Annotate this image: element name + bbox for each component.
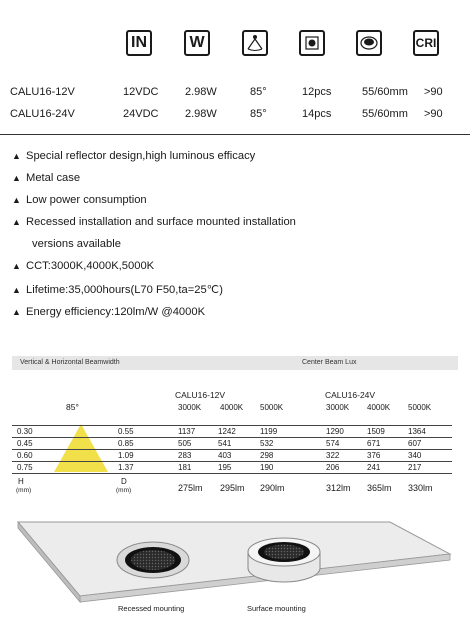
feature-item	[12, 260, 154, 272]
h-value: 0.30	[17, 427, 33, 436]
in-icon-label: IN	[131, 34, 147, 51]
h-value: 0.75	[17, 463, 33, 472]
triangle-bullet-icon: ▲	[12, 285, 21, 295]
lux-cell: 298	[260, 451, 274, 460]
group-model-12v: CALU16-12V	[175, 390, 226, 400]
spec-power: 2.98W	[185, 86, 217, 98]
spec-size: 55/60mm	[362, 108, 408, 120]
cct-header: 4000K	[367, 403, 391, 412]
d-value: 0.55	[118, 427, 134, 436]
lux-cell: 1137	[178, 427, 196, 436]
lux-cell: 283	[178, 451, 192, 460]
cct-header: 3000K	[178, 403, 202, 412]
w-icon	[184, 30, 210, 56]
h-value: 0.45	[17, 439, 33, 448]
feature-text: Recessed installation and surface mounted installation	[26, 216, 296, 228]
spec-voltage: 12VDC	[123, 86, 159, 98]
feature-item	[32, 238, 121, 250]
lux-cell: 532	[260, 439, 274, 448]
feature-text: versions available	[32, 238, 121, 250]
spec-voltage: 24VDC	[123, 108, 159, 120]
spec-power: 2.98W	[185, 108, 217, 120]
d-value: 1.37	[118, 463, 134, 472]
feature-item	[12, 194, 147, 206]
lux-cell: 671	[367, 439, 381, 448]
spec-qty: 12pcs	[302, 86, 332, 98]
d-axis-label: D	[121, 477, 127, 486]
lux-cell: 241	[367, 463, 381, 472]
triangle-bullet-icon: ▲	[12, 217, 21, 227]
lux-cell: 574	[326, 439, 340, 448]
group-model-24v: CALU16-24V	[325, 390, 376, 400]
lux-cell: 195	[218, 463, 232, 472]
divider-top	[0, 134, 470, 135]
triangle-bullet-icon: ▲	[12, 261, 21, 271]
cct-header: 5000K	[260, 403, 284, 412]
triangle-bullet-icon: ▲	[12, 307, 21, 317]
spec-cri: >90	[424, 108, 443, 120]
lux-cell: 607	[408, 439, 422, 448]
spec-angle: 85°	[250, 86, 267, 98]
table-line	[12, 437, 452, 438]
lux-cell: 541	[218, 439, 232, 448]
lux-cell: 206	[326, 463, 340, 472]
d-value: 0.85	[118, 439, 134, 448]
feature-text: Metal case	[26, 172, 81, 184]
beam-triangle	[50, 420, 112, 474]
recessed-caption: Recessed mounting	[118, 604, 185, 613]
d-value: 1.09	[118, 451, 134, 460]
feature-item	[12, 283, 223, 296]
lumen-value: 295lm	[220, 483, 245, 493]
h-axis-label: H	[18, 477, 24, 486]
feature-text: Low power consumption	[26, 194, 147, 206]
feature-text: Special reflector design,high luminous efficacy	[26, 150, 256, 162]
lumen-value: 312lm	[326, 483, 351, 493]
photometric-header	[12, 356, 458, 370]
lux-cell: 1364	[408, 427, 426, 436]
feature-text: CCT:3000K,4000K,5000K	[26, 260, 155, 272]
lux-cell: 322	[326, 451, 340, 460]
feature-item	[12, 306, 205, 318]
lux-cell: 1199	[260, 427, 278, 436]
lux-cell: 1290	[326, 427, 344, 436]
feature-item	[12, 172, 80, 184]
cri-icon	[413, 30, 439, 56]
feature-item	[12, 150, 255, 162]
table-line	[12, 449, 452, 450]
lux-cell: 217	[408, 463, 422, 472]
lux-cell: 1242	[218, 427, 236, 436]
lumen-value: 330lm	[408, 483, 433, 493]
led-chip-icon	[299, 30, 325, 56]
w-icon-label: W	[189, 34, 205, 51]
spec-size: 55/60mm	[362, 86, 408, 98]
feature-item	[12, 216, 296, 228]
d-unit-label: (mm)	[116, 487, 132, 494]
lux-cell: 340	[408, 451, 422, 460]
lux-cell: 505	[178, 439, 192, 448]
h-unit-label: (mm)	[16, 487, 32, 494]
spec-cri: >90	[424, 86, 443, 98]
table-line	[12, 461, 452, 462]
feature-text: Lifetime:35,000hours(L70 F50,ta=25℃)	[26, 284, 223, 296]
lumen-value: 290lm	[260, 483, 285, 493]
cct-header: 3000K	[326, 403, 350, 412]
spec-angle: 85°	[250, 108, 267, 120]
spec-model: CALU16-12V	[10, 86, 75, 98]
spec-model: CALU16-24V	[10, 108, 75, 120]
lux-cell: 181	[178, 463, 192, 472]
lux-cell: 376	[367, 451, 381, 460]
lumen-value: 365lm	[367, 483, 392, 493]
lux-cell: 190	[260, 463, 274, 472]
triangle-bullet-icon: ▲	[12, 173, 21, 183]
product-illustration	[10, 508, 460, 608]
h-value: 0.60	[17, 451, 33, 460]
lux-header: Center Beam Lux	[302, 359, 357, 366]
feature-text: Energy efficiency:120lm/W @4000K	[26, 306, 206, 318]
beam-angle-icon	[242, 30, 268, 56]
cct-header: 4000K	[220, 403, 244, 412]
triangle-bullet-icon: ▲	[12, 151, 21, 161]
lux-cell: 1509	[367, 427, 385, 436]
table-line	[12, 473, 452, 474]
lumen-value: 275lm	[178, 483, 203, 493]
in-icon	[126, 30, 152, 56]
beamwidth-header: Vertical & Horizontal Beamwidth	[20, 359, 120, 366]
lux-cell: 403	[218, 451, 232, 460]
spec-qty: 14pcs	[302, 108, 332, 120]
cct-header: 5000K	[408, 403, 432, 412]
cutout-icon	[356, 30, 382, 56]
table-line	[12, 425, 452, 426]
cri-icon-label: CRI	[415, 36, 437, 50]
triangle-bullet-icon: ▲	[12, 195, 21, 205]
surface-caption: Surface mounting	[247, 604, 306, 613]
beam-angle-label: 85°	[66, 402, 79, 412]
